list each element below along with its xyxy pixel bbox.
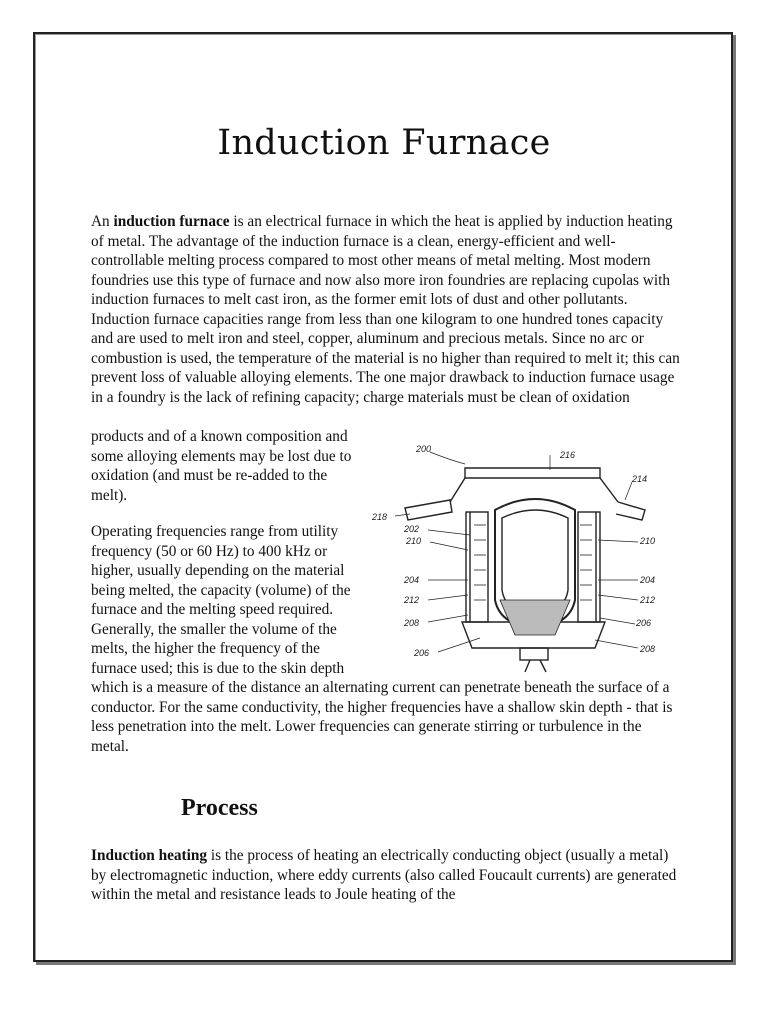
label-204-left: 204: [404, 575, 420, 585]
intro-body: is an electrical furnace in which the heat is applied by induction heating of metal. The advantage of the induction furnace is a clean, energy-efficient and well-controllable melting process compared to most other means of metal melting. Most modern foundries use this type of furnace and now also more iron foundries are replacing cupolas with induction furnaces to melt cast iron, as the former emit lots of dust and other pollutants. Induction furnace capacities range from less than one kilogram to one hundred tones capacity and are used to melt iron and steel, copper, aluminum and precious metals. Since no arc or combustion is used, the temperature of the material is no higher than required to melt it; this can prevent loss of valuable alloying elements. The one major drawback to induction furnace usage in a foundry is the lack of refining capacity; charge materials must be clean of oxidation: [91, 213, 680, 406]
label-210-left: 210: [406, 536, 422, 546]
intro-paragraph: [91, 212, 681, 407]
label-202: 202: [404, 524, 420, 534]
label-210-right: 210: [640, 536, 656, 546]
label-208-left: 208: [404, 618, 420, 628]
frequency-paragraph-wrap: which is a measure of the distance an alternating current can penetrate beneath the surface of a conductor. For the same conductivity, the higher frequencies have a shallow skin depth - that is less penetration into the melt. Lower frequencies can generate stirring or turbulence in the metal.: [91, 679, 673, 755]
label-212-right: 212: [640, 595, 656, 605]
process-body: is the process of heating an electrically conducting object (usually a metal) by electromagnetic induction, where eddy currents (also called Foucault currents) are generated within the metal and resistance leads to Joule heating of the: [91, 847, 677, 903]
label-216: 216: [560, 450, 576, 460]
label-200: 200: [416, 444, 432, 454]
label-206-right: 206: [636, 618, 652, 628]
process-paragraph: [91, 846, 681, 905]
process-bold-term: Induction heating: [91, 847, 208, 864]
frequency-paragraph: Operating frequencies range from utility frequency (50 or 60 Hz) to 400 kHz or higher, usually depending on the material being melted, the capacity (volume) of the furnace and the melting speed required. Generally, the smaller the volume of the melts, the higher the frequency of the furnace used; this is due to the skin depth: [91, 523, 351, 677]
process-heading: Process: [181, 795, 258, 821]
furnace-diagram: [370, 440, 690, 680]
label-204-right: 204: [640, 575, 656, 585]
label-218: 218: [372, 512, 388, 522]
furnace-diagram-svg: [370, 440, 690, 680]
label-212-left: 212: [404, 595, 420, 605]
page-title: Induction Furnace: [217, 123, 551, 164]
intro-lead: An: [91, 213, 114, 230]
label-214: 214: [632, 474, 648, 484]
label-206-left: 206: [414, 648, 430, 658]
label-208-right: 208: [640, 644, 656, 654]
intro-paragraph-wrap: products and of a known composition and some alloying elements may be lost due to oxidation (and must be re-added to the melt).: [91, 428, 352, 504]
intro-bold-term: induction furnace: [113, 213, 230, 230]
